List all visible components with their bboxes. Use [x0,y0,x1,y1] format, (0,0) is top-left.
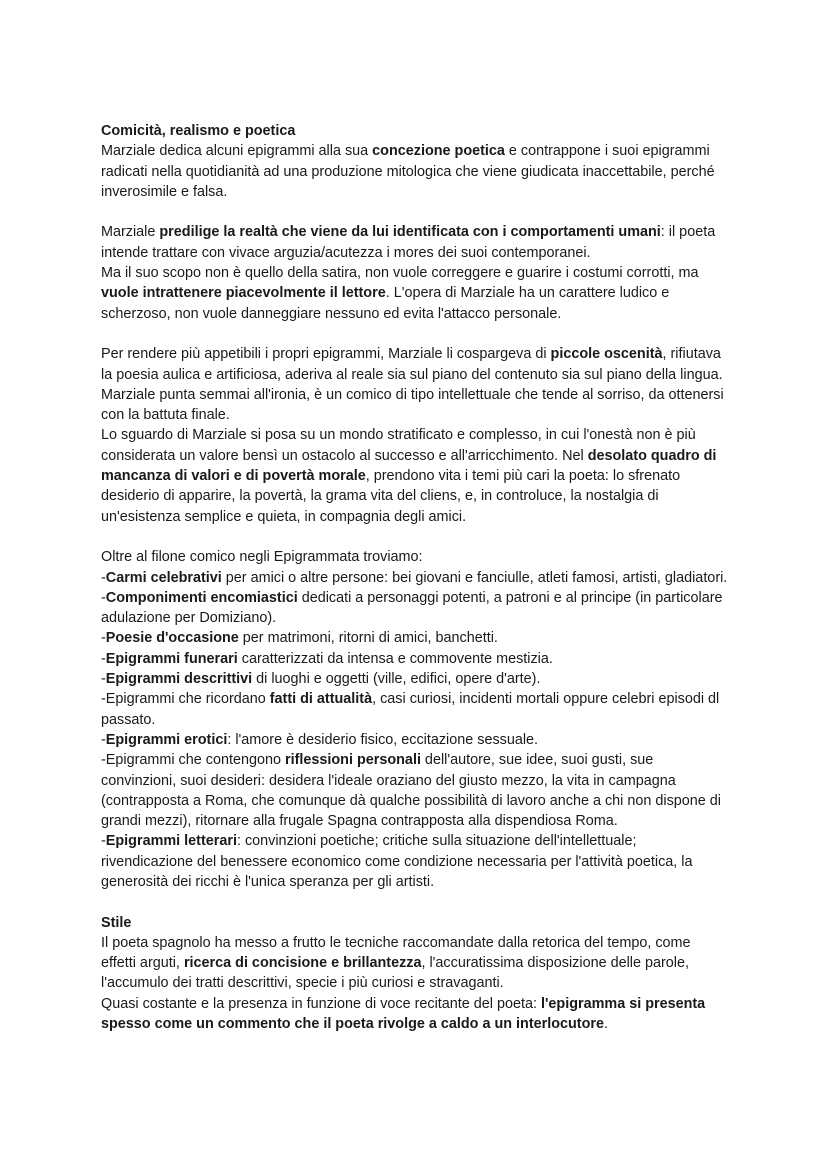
text-run: Quasi costante e la presenza in funzione di voce recitante del poeta: [101,995,541,1012]
bold-run: Poesie d'occasione [105,630,239,647]
text-run: Marziale dedica alcuni epigrammi alla sua [101,143,373,160]
list-item [101,568,729,588]
text-run: - [101,569,106,586]
list-item [101,588,729,629]
text-run: , casi curiosi, incidenti mortali oppure celebri episodi dl passato. [101,691,720,728]
text-run: - [101,650,106,667]
text-run: dedicati a personaggi potenti, a patroni e al principe (in particolare adulazione per Domiziano). [101,589,723,627]
bold-run: fatti di attualità [269,691,373,708]
text-run: per amici o altre persone: bei giovani e fanciulle, atleti famosi, artisti, gladiatori. [221,569,728,586]
text-run: - [101,671,106,688]
bold-run: Carmi celebrativi [105,569,222,586]
text-run: dell'autore, sue idee, suoi gusti, sue convinzioni, suoi desideri: desidera l'ideale oraziano del giusto mezzo, la vita in campagna (contrapposta a Roma, che comunque dà qualche possibilità di lavoro anche a chi non dispone di grandi mezzi), ritornare alla frugale Spagna contrapposta alla dispendiosa Roma. [101,752,721,830]
text-run: . [604,1016,608,1033]
text-run: - [101,833,106,850]
text-run: di luoghi e oggetti (ville, edifici, opere d'arte). [252,671,541,688]
list-intro: Oltre al filone comico negli Epigrammata troviamo: [101,549,423,566]
bold-run: riflessioni personali [284,752,421,769]
document-body [101,121,729,1034]
paragraph-gap [101,527,729,547]
text-run: -Epigrammi che ricordano [101,691,270,708]
paragraph-voce-recitante [101,994,729,1035]
text-run: - [101,589,106,606]
epigram-type-list [101,568,729,893]
bold-run: predilige la realtà che viene da lui identificata con i comportamenti umani [159,224,661,241]
list-item [101,689,729,730]
text-run: , prendono vita i temi più cari la poeta: lo sfrenato desiderio di apparire, la povertà, la grama vita del cliens, e, in controluce, la nostalgia di un'esistenza semplice e quieta, in compagnia degli amici. [101,468,681,525]
paragraph-gap [101,892,729,912]
list-item [101,669,729,689]
bold-run: Epigrammi descrittivi [105,671,253,688]
bold-run: Componimenti encomiastici [105,589,298,606]
text-run: Per rendere più appetibili i propri epigrammi, Marziale li cospargeva di [101,346,551,363]
bold-run: l'epigramma si presenta spesso come un commento che il poeta rivolge a caldo a un interlocutore [101,995,706,1033]
text-run: : l'amore è desiderio fisico, eccitazione sessuale. [227,731,539,748]
paragraph-realta [101,222,729,263]
text-run: Marziale [101,224,160,241]
text-run: per matrimoni, ritorni di amici, banchetti. [238,630,498,647]
paragraph-sguardo [101,425,729,526]
text-run: - [101,731,106,748]
paragraph-gap [101,202,729,222]
text-run: . L'opera di Marziale ha un carattere ludico e scherzoso, non vuole danneggiare nessuno ed evita l'attacco personale. [101,285,670,322]
text-run: -Epigrammi che contengono [101,752,285,769]
text-run: Il poeta spagnolo ha messo a frutto le tecniche raccomandate dalla retorica del tempo, come effetti arguti, [101,934,691,972]
text-run: - [101,630,106,647]
bold-run: vuole intrattenere piacevolmente il lettore [101,285,386,302]
bold-run: ricerca di concisione e brillantezza [183,955,422,972]
bold-run: piccole oscenità [550,346,663,363]
paragraph-oscenita [101,344,729,385]
text-run: e contrappone i suoi epigrammi radicati nella quotidianità ad una produzione mitologica che viene giudicata inaccettabile, perché inverosimile e falsa. [101,143,715,200]
text-run: , l'accuratissima disposizione delle parole, l'accumulo dei tratti descrittivi, specie i più curiosi e stravaganti. [101,955,689,992]
heading-comicita: Comicità, realismo e poetica [101,123,296,139]
text-run: caratterizzati da intensa e commovente mestizia. [237,650,553,667]
list-item [101,649,729,669]
text-run: : il poeta intende trattare con vivace arguzia/acutezza i mores dei suoi contemporanei. [101,224,716,261]
paragraph-ironia: Marziale punta semmai all'ironia, è un comico di tipo intellettuale che tende al sorriso, da ottenersi con la battuta finale. [101,386,724,424]
text-run: , rifiutava la poesia aulica e artificiosa, aderiva al reale sia sul piano del contenuto sia sul piano della lingua. [101,346,723,383]
bold-run: concezione poetica [372,143,505,160]
bold-run: desolato quadro di mancanza di valori e di povertà morale [101,447,717,485]
heading-stile: Stile [101,914,132,931]
list-item [101,730,729,750]
list-item [101,750,729,831]
bold-run: Epigrammi letterari [105,833,237,850]
text-run: Lo sguardo di Marziale si posa su un mondo stratificato e complesso, in cui l'onestà non è più considerata un valore bensì un ostacolo al successo e all'arricchimento. Nel [101,427,696,464]
paragraph-tecniche [101,933,729,994]
text-run: Ma il suo scopo non è quello della satira, non vuole correggere e guarire i costumi corrotti, ma [101,265,699,282]
paragraph-gap [101,324,729,344]
text-run: : convinzioni poetiche; critiche sulla situazione dell'intellettuale; rivendicazione del benessere economico come condizione necessaria per l'attività poetica, la generosità dei ricchi è l'unica speranza per gli artisti. [101,833,693,890]
list-item [101,831,729,892]
bold-run: Epigrammi erotici [105,731,228,748]
paragraph-concezione-poetica [101,141,729,202]
paragraph-scopo [101,263,729,324]
bold-run: Epigrammi funerari [105,650,238,667]
list-item [101,628,729,648]
